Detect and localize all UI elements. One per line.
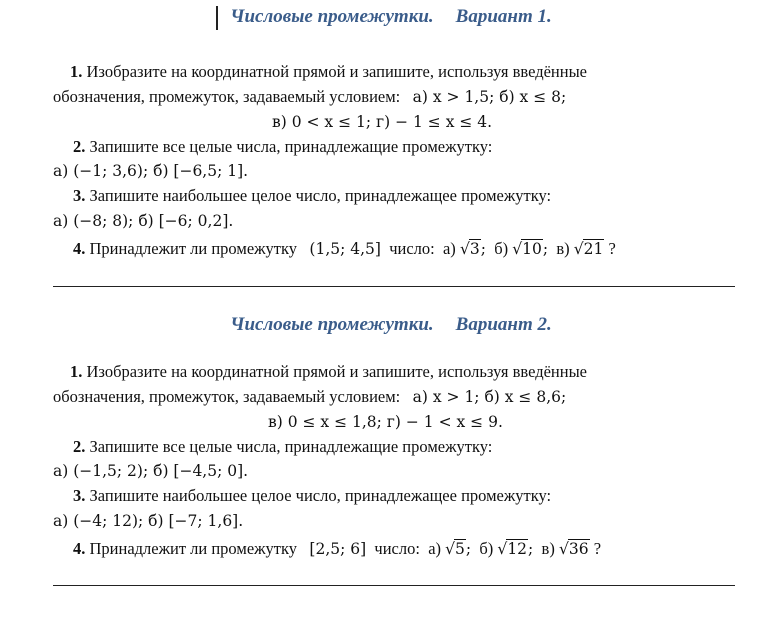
v2-q4-c-sqrt: √36 <box>558 540 589 558</box>
v2-q4-c: в) <box>541 539 555 558</box>
variant2-title <box>0 314 782 336</box>
v1-q4-end: ? <box>608 239 616 258</box>
variant2-title-right: Вариант 2. <box>455 314 552 335</box>
v1-q4-number: число: <box>389 239 435 258</box>
v2-q1-line3: в) 0 ≤ x ≤ 1,8; г) − 1 < x ≤ 9. <box>268 413 503 431</box>
v2-q3-answers: а) (−4; 12); б) [−7; 1,6]. <box>53 512 244 530</box>
v1-q4-c-sqrt: √21 <box>573 240 604 258</box>
v2-q3-text: Запишите наибольшее целое число, принадлежащее промежутку: <box>89 486 552 505</box>
v1-q3-line <box>73 185 551 207</box>
variant1-title <box>0 6 782 28</box>
v1-q4-a-sqrt: √3; <box>459 240 486 258</box>
v1-q2-answers: а) (−1; 3,6); б) [−6,5; 1]. <box>53 162 249 180</box>
v1-q1-math2: а) x > 1,5; б) x ≤ 8; <box>412 88 567 106</box>
v2-q4-a-value: 5 <box>455 540 465 558</box>
v2-q1-text1: Изобразите на координатной прямой и запишите, используя введённые <box>86 362 588 381</box>
v2-q3-num: 3. <box>73 486 86 505</box>
v2-q4-c-value: 36 <box>568 540 589 558</box>
v1-q4-a: а) <box>442 239 456 258</box>
v1-q2-line <box>73 136 492 158</box>
v1-q4-num: 4. <box>73 239 86 258</box>
v2-q4-end: ? <box>593 539 602 558</box>
v1-q1-num: 1. <box>70 62 83 81</box>
divider-1 <box>53 286 735 287</box>
v2-q4-interval: [2,5; 6] <box>309 540 367 558</box>
v2-q4-num: 4. <box>73 539 86 558</box>
v2-q1-text2: обозначения, промежуток, задаваемый условием: <box>53 387 401 406</box>
divider-2 <box>53 585 735 586</box>
variant2-title-left: Числовые промежутки. <box>230 314 434 335</box>
v1-q1-text1: Изобразите на координатной прямой и запишите, используя введённые <box>86 62 588 81</box>
v1-q2-text: Запишите все целые числа, принадлежащие промежутку: <box>89 137 493 156</box>
v2-q4-a: а) <box>428 539 442 558</box>
v1-q3-text: Запишите наибольшее целое число, принадлежащее промежутку: <box>89 186 552 205</box>
v2-q4-number: число: <box>374 539 420 558</box>
v2-q1-line1 <box>70 361 587 383</box>
v1-q1-line2 <box>53 86 566 108</box>
v1-q3-answers: а) (−8; 8); б) [−6; 0,2]. <box>53 212 234 230</box>
v1-q4-text: Принадлежит ли промежутку <box>89 239 298 258</box>
v2-q4-line <box>73 538 601 560</box>
v2-q4-b: б) <box>479 539 494 558</box>
v1-q1-text2: обозначения, промежуток, задаваемый условием: <box>53 87 401 106</box>
variant1-title-left: Числовые промежутки. <box>230 6 434 27</box>
v1-q4-c-value: 21 <box>583 240 604 258</box>
v1-q1-line3: в) 0 < x ≤ 1; г) − 1 ≤ x ≤ 4. <box>272 113 493 131</box>
v2-q4-a-sqrt: √5; <box>445 540 472 558</box>
v1-q4-b-value: 10 <box>522 240 542 258</box>
v2-q4-b-value: 12 <box>507 540 528 558</box>
v2-q2-answers: а) (−1,5; 2); б) [−4,5; 0]. <box>53 462 249 480</box>
v1-q4-a-value: 3 <box>469 240 480 258</box>
v1-q4-c: в) <box>556 239 570 258</box>
v2-q2-num: 2. <box>73 437 86 456</box>
v2-q2-text: Запишите все целые числа, принадлежащие промежутку: <box>89 437 493 456</box>
v1-q2-num: 2. <box>73 137 86 156</box>
v2-q2-line <box>73 436 492 458</box>
v1-q4-b: б) <box>494 239 509 258</box>
variant1-title-right: Вариант 1. <box>455 6 552 27</box>
v1-q4-line <box>73 238 616 260</box>
v2-q3-line <box>73 485 551 507</box>
v2-q4-b-sqrt: √12; <box>497 540 534 558</box>
v1-q1-line1 <box>70 61 587 83</box>
v2-q1-math2: а) x > 1; б) x ≤ 8,6; <box>412 388 567 406</box>
v1-q4-b-sqrt: √10; <box>512 240 549 258</box>
v1-q4-interval: (1,5; 4,5] <box>309 240 381 258</box>
v2-q1-line2 <box>53 386 566 408</box>
v1-q3-num: 3. <box>73 186 86 205</box>
v2-q4-text: Принадлежит ли промежутку <box>89 539 298 558</box>
v2-q1-num: 1. <box>70 362 83 381</box>
